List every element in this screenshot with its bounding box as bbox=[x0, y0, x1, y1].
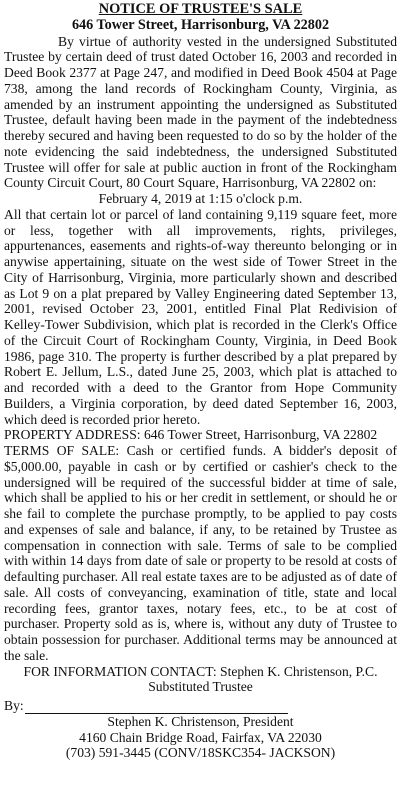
property-address-line: PROPERTY ADDRESS: 646 Tower Street, Harrisonburg, VA 22802 bbox=[4, 427, 378, 443]
signature-line bbox=[4, 698, 397, 714]
authority-paragraph: By virtue of authority vested in the undersigned Substituted Trustee by certain deed of trust dated October 16, 2003 and recorded in Deed Book 2377 at Page 247, and modified in Deed Book 4504 at Page 738, among the land records of Rockingham County, Virginia, as amended by an instrument appointing the undersigned as Substituted Trustee, default having been made in the payment of the indebtedness thereby secured and having been requested to do so by the holder of the note evidencing the said indebtedness, the undersigned Substituted Trustee will offer for sale at public auction in front of the Rockingham County Circuit Court, 80 Court Square, Harrisonburg, VA 22802 on: bbox=[4, 33, 397, 191]
property-description-paragraph: All that certain lot or parcel of land containing 9,119 square feet, more or less, together with all improvements, rights, privileges, appurtenances, easements and rights-of-way thereunto belonging or in anywise appertaining, situate on the west side of Tower Street in the City of Harrisonburg, Virginia, more particularly shown and described as Lot 9 on a plat prepared by Valley Engineering dated September 13, 2001, revised October 23, 2001, entitled Final Plat Redivision of Kelley-Tower Subdivision, which plat is recorded in the Clerk's Office of the Circuit Court of Rockingham County, Virginia, in Deed Book 1986, page 310. The property is further described by a plat prepared by Robert E. Jellum, L.S., dated June 25, 2003, which plat is attached to and recorded with a deed to the Grantor from Hope Community Builders, a Virginia corporation, by deed dated September 16, 2003, which deed is recorded prior hereto. bbox=[4, 206, 397, 427]
signer-address: 4160 Chain Bridge Road, Fairfax, VA 22030 bbox=[79, 729, 322, 745]
notice-title: NOTICE OF TRUSTEE'S SALE bbox=[98, 1, 303, 17]
terms-of-sale-paragraph: TERMS OF SALE: Cash or certified funds. A bidder's deposit of $5,000.00, payable in cash or by certified or cashier's check to the undersigned will be required of the successful bidder at time of sale, which shall be applied to his or her credit in settlement, or should he or she fail to complete the purchase promptly, to be applied to pay costs and expenses of sale and balance, if any, to be retained by Trustee as compensation in connection with sale. Terms of sale to be complied with within 14 days from date of sale or property to be resold at costs of defaulting purchaser. All real estate taxes are to be adjusted as of date of sale. All costs of conveyancing, examination of title, state and local recording fees, grantor taxes, notary fees, etc., to be at cost of purchaser. Property sold as is, where is, without any duty of Trustee to obtain possession for purchaser. Additional terms may be announced at the sale. bbox=[4, 443, 397, 663]
by-label: By: bbox=[4, 698, 24, 713]
contact-role: Substituted Trustee bbox=[148, 679, 253, 695]
signer-name: Stephen K. Christenson, President bbox=[107, 713, 294, 729]
phone-reference: (703) 591-3445 (CONV/18SKC354- JACKSON) bbox=[65, 745, 336, 761]
signature-rule bbox=[25, 701, 288, 714]
contact-line: FOR INFORMATION CONTACT: Stephen K. Christenson, P.C. bbox=[23, 663, 378, 679]
property-address-heading: 646 Tower Street, Harrisonburg, VA 22802 bbox=[71, 16, 330, 33]
sale-date: February 4, 2019 at 1:15 o'clock p.m. bbox=[98, 191, 303, 206]
